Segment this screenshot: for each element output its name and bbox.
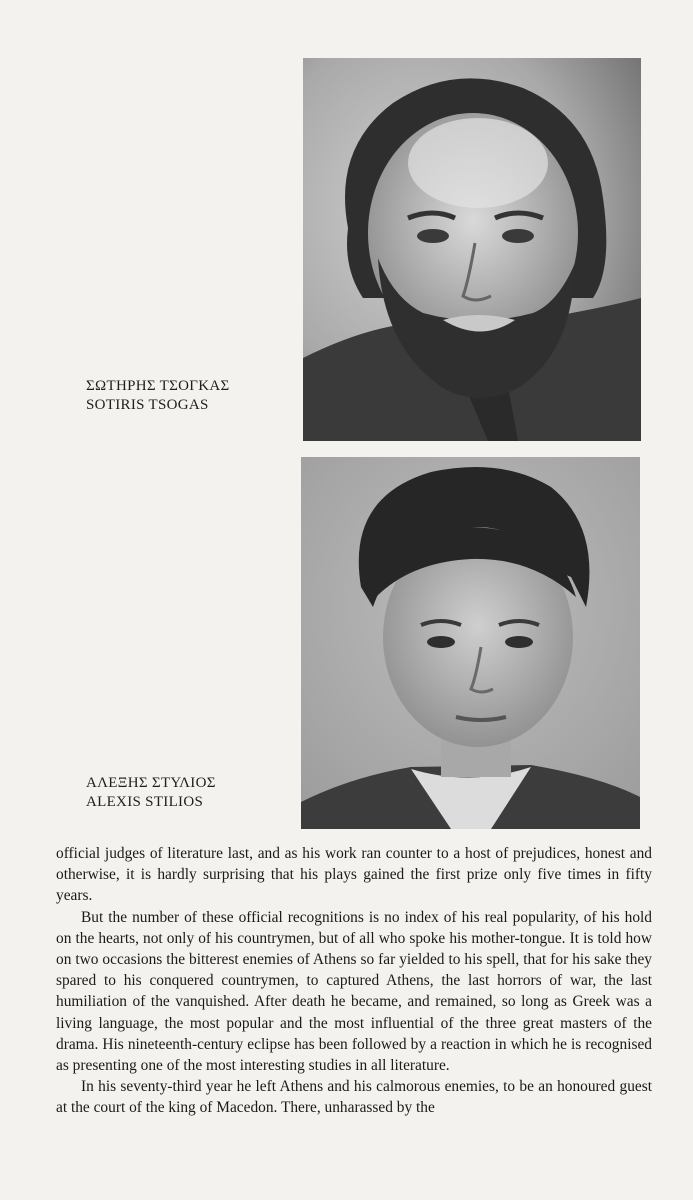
portrait-photo-sotiris-tsogas (303, 58, 641, 441)
portrait-photo-alexis-stilios (301, 457, 640, 829)
paragraph: But the number of these official recognitions is no index of his real popularity, of his hold on the hearts, not only of his countrymen, but of all who spoke his mother-tongue. It is told how on two occasions the bitterest enemies of Athens so far yielded to his spell, that for his sake they spared to his conquered countrymen, to captured Athens, the last horrors of war, the last humiliation of the vanquished. After death he became, and remained, so long as Greek was a living language, the most popular and the most influential of the three great masters of the drama. His nineteenth-century eclipse has been followed by a reaction in which he is recognised as presenting one of the most interesting studies in all literature. (56, 908, 652, 1075)
caption-latin-name: ALEXIS STILIOS (86, 794, 204, 810)
portrait-image (301, 457, 640, 829)
caption-latin-name: SOTIRIS TSOGAS (86, 397, 209, 413)
caption-greek-name: ΣΩΤΗΡΗΣ ΤΣΟΓΚΑΣ (86, 378, 230, 394)
paragraph: official judges of literature last, and as his work ran counter to a host of prejudices, honest and otherwise, it is hardly surprising that his plays gained the first prize only five times in fifty years. (56, 845, 652, 905)
portrait-image (303, 58, 641, 441)
caption-alexis-stilios (86, 774, 216, 812)
body-text (56, 843, 652, 1119)
paragraph: In his seventy-third year he left Athens and his calmorous enemies, to be an honoured guest at the court of the king of Macedon. There, unharassed by the (56, 1078, 652, 1117)
caption-greek-name: ΑΛΕΞΗΣ ΣΤΥΛΙΟΣ (86, 775, 216, 791)
caption-sotiris-tsogas (86, 377, 230, 415)
